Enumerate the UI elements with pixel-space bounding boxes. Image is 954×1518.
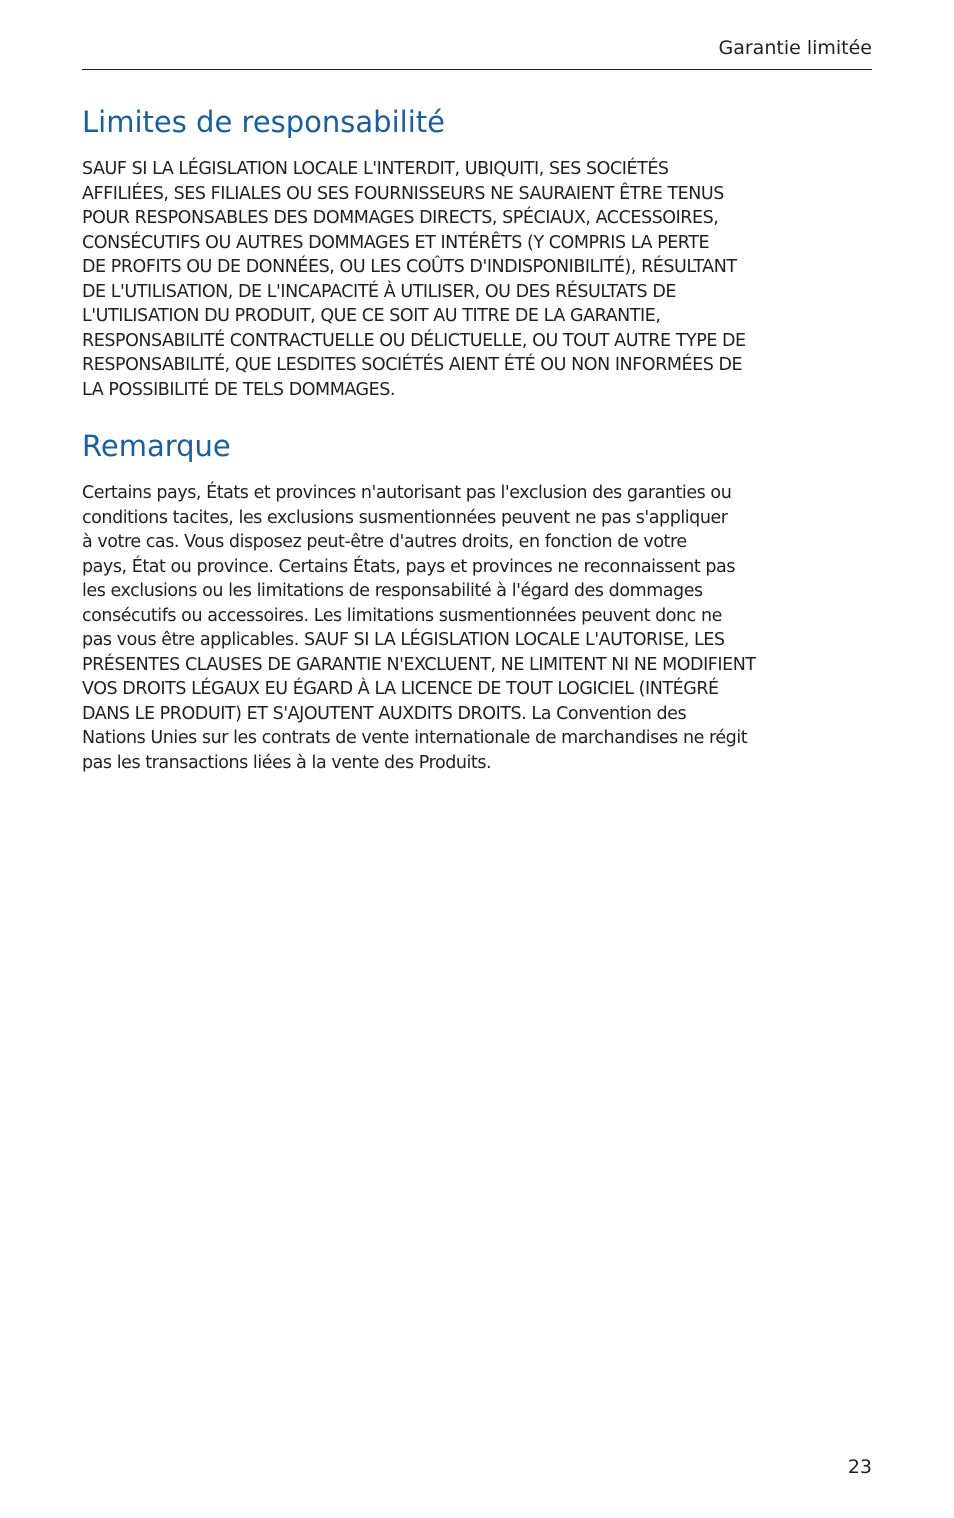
body-line: pas vous être applicables. SAUF SI LA LÉGISLATION LOCALE L'AUTORISE, LES [82, 630, 725, 650]
body-line: POUR RESPONSABLES DES DOMMAGES DIRECTS, SPÉCIAUX, ACCESSOIRES, [82, 208, 719, 228]
body-line: L'UTILISATION DU PRODUIT, QUE CE SOIT AU TITRE DE LA GARANTIE, [82, 306, 661, 326]
body-line: RESPONSABILITÉ, QUE LESDITES SOCIÉTÉS AIENT ÉTÉ OU NON INFORMÉES DE [82, 355, 743, 375]
body-line: conditions tacites, les exclusions susmentionnées peuvent ne pas s'appliquer [82, 507, 728, 528]
body-line: consécutifs ou accessoires. Les limitations susmentionnées peuvent donc ne [82, 605, 722, 626]
body-line: RESPONSABILITÉ CONTRACTUELLE OU DÉLICTUELLE, OU TOUT AUTRE TYPE DE [82, 330, 746, 351]
document-page [82, 0, 872, 1518]
body-line: CONSÉCUTIFS OU AUTRES DOMMAGES ET INTÉRÊTS (Y COMPRIS LA PERTE [82, 232, 710, 253]
body-line: PRÉSENTES CLAUSES DE GARANTIE N'EXCLUENT, NE LIMITENT NI NE MODIFIENT [82, 654, 756, 675]
body-line: AFFILIÉES, SES FILIALES OU SES FOURNISSEURS NE SAURAIENT ÊTRE TENUS [82, 183, 724, 204]
running-header: Garantie limitée [718, 37, 872, 59]
section-title-remarque: Remarque [82, 429, 231, 463]
body-line: Certains pays, États et provinces n'autorisant pas l'exclusion des garanties ou [82, 483, 732, 503]
section-body-remarque [82, 481, 882, 775]
body-line: Nations Unies sur les contrats de vente internationale de marchandises ne régit [82, 728, 748, 748]
body-line: pas les transactions liées à la vente des Produits. [82, 752, 492, 773]
body-line: SAUF SI LA LÉGISLATION LOCALE L'INTERDIT, UBIQUITI, SES SOCIÉTÉS [82, 159, 669, 179]
section-body-limites [82, 157, 882, 402]
body-line: LA POSSIBILITÉ DE TELS DOMMAGES. [82, 379, 396, 400]
body-line: DANS LE PRODUIT) ET S'AJOUTENT AUXDITS DROITS. La Convention des [82, 703, 687, 724]
body-line: DE PROFITS OU DE DONNÉES, OU LES COÛTS D'INDISPONIBILITÉ), RÉSULTANT [82, 257, 737, 277]
body-line: DE L'UTILISATION, DE L'INCAPACITÉ À UTILISER, OU DES RÉSULTATS DE [82, 281, 676, 302]
body-line: VOS DROITS LÉGAUX EU ÉGARD À LA LICENCE DE TOUT LOGICIEL (INTÉGRÉ [82, 679, 719, 699]
header-rule [82, 69, 872, 70]
section-title-limites: Limites de responsabilité [82, 105, 445, 139]
body-line: à votre cas. Vous disposez peut-être d'autres droits, en fonction de votre [82, 532, 687, 552]
page-number: 23 [847, 1456, 872, 1478]
body-line: pays, État ou province. Certains États, pays et provinces ne reconnaissent pas [82, 556, 735, 577]
body-line: les exclusions ou les limitations de responsabilité à l'égard des dommages [82, 581, 703, 601]
